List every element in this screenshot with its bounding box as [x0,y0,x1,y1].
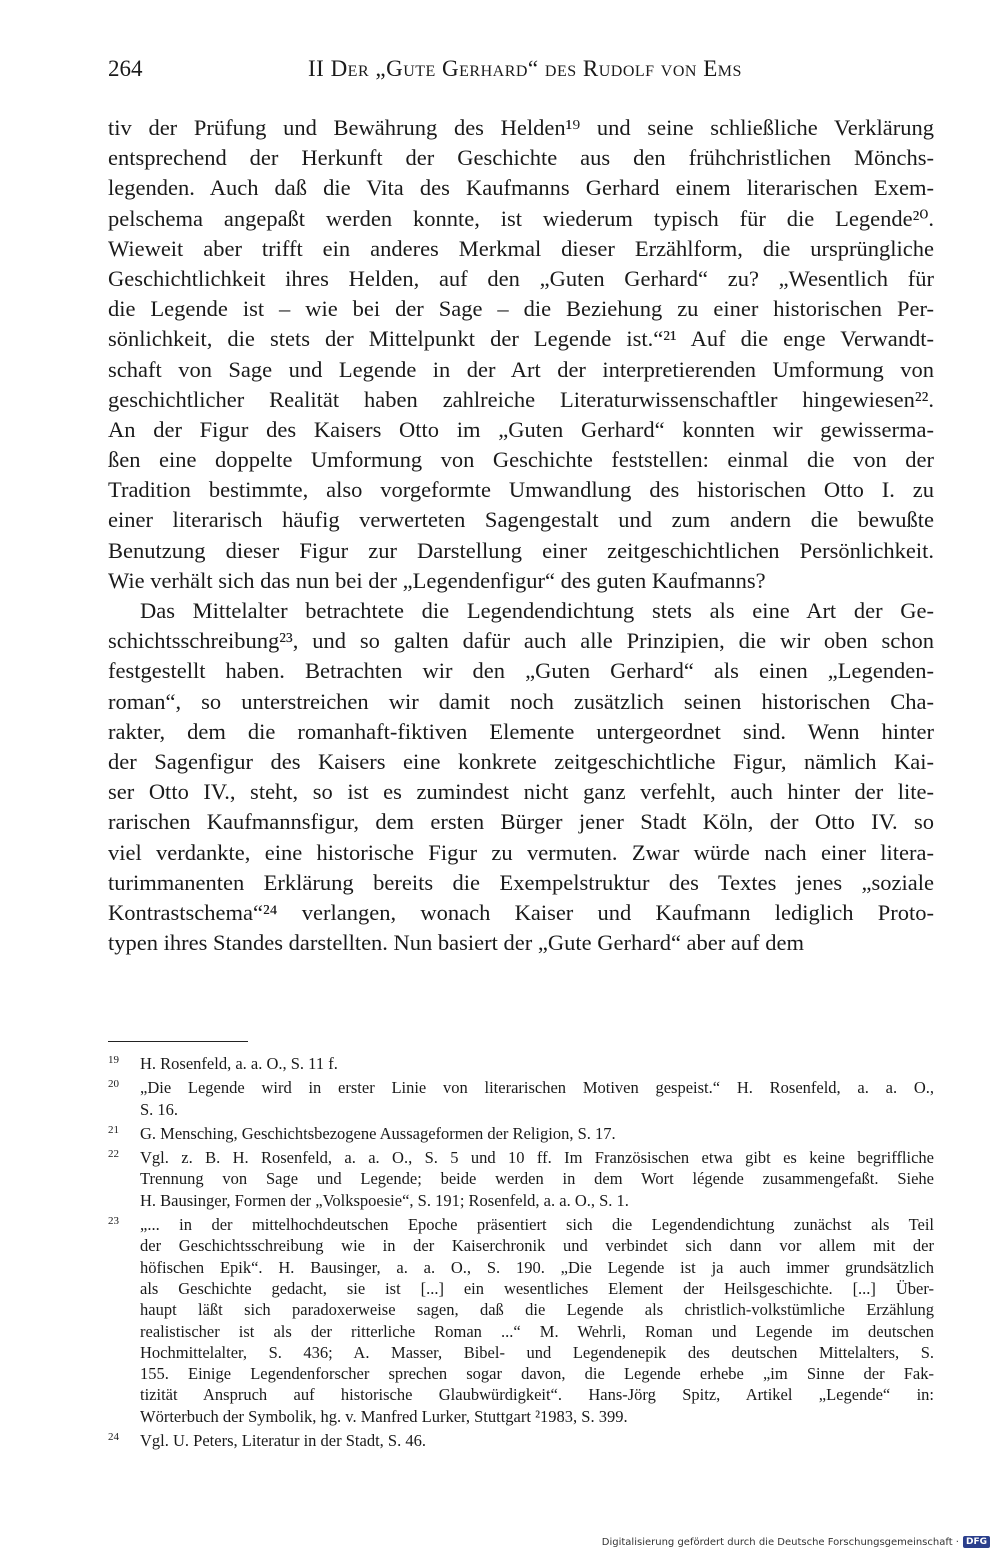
text-line: viel verdankte, eine historische Figur zu vermuten. Zwar würde nach einer litera- [108,839,934,865]
text-line: rarischen Kaufmannsfigur, dem ersten Bürger jener Stadt Köln, der Otto IV. so [108,809,934,835]
text-line: schichtsschreibung²³, und so galten dafür auch alle Prinzipien, die wir oben schon [108,628,934,654]
footnote-line: H. Bausinger, Formen der „Volkspoesie“, S. 191; Rosenfeld, a. a. O., S. 1. [140,1190,629,1210]
text-line: legenden. Auch daß die Vita des Kaufmanns Gerhard einem literarischen Exem- [108,175,934,201]
text-line: ser Otto IV., steht, so ist es zumindest nicht ganz verfehlt, auch hinter der lite- [108,779,934,805]
footnote-number: 22 [108,1148,119,1161]
text-line: ßen eine doppelte Umformung von Geschichte feststellen: einmal die von der [108,447,934,473]
text-line: der Sagenfigur des Kaisers eine konkrete zeitgeschichtliche Figur, nämlich Kai- [108,748,934,774]
running-head: II Der „Gute Gerhard“ des Rudolf von Ems [308,56,742,81]
text-line: Wie verhält sich das nun bei der „Legendenfigur“ des guten Kaufmanns? [108,567,766,593]
footnote-line: tizität Anspruch auf historische Glaubwürdigkeit“. Hans-Jörg Spitz, Artikel „Legende“ in: [140,1385,934,1405]
page-number: 264 [108,56,143,81]
text-line: Geschichtlichkeit ihres Helden, auf den „Guten Gerhard“ zu? „Wesentlich für [108,265,934,291]
footnote [108,1077,934,1120]
text-line: turimmanenten Erklärung bereits die Exempelstruktur des Textes jenes „soziale [108,869,934,895]
footnote-line: S. 16. [140,1099,179,1119]
footnote-line: Hochmittelalter, S. 436; A. Masser, Bibel- und Legendenepik des deutschen Mittelalters, S. [140,1342,934,1362]
footnote [108,1123,934,1144]
text-line: Kontrastschema“²⁴ verlangen, wonach Kaiser und Kaufmann lediglich Proto- [108,899,934,925]
footnote-divider [108,1041,248,1042]
footnotes [108,1053,934,1451]
text-line: tiv der Prüfung und Bewährung des Helden¹⁹ und seine schließliche Verklärung [108,115,934,140]
text-line: An der Figur des Kaisers Otto im „Guten Gerhard“ konnten wir gewisserma- [108,416,934,442]
footnote-line: G. Mensching, Geschichtsbezogene Aussageformen der Religion, S. 17. [140,1123,616,1143]
text-line: Das Mittelalter betrachtete die Legendendichtung stets als eine Art der Ge- [140,598,934,623]
text-line: Benutzung dieser Figur zur Darstellung einer zeitgeschichtlichen Persönlichkeit. [108,537,934,563]
footnote [108,1430,934,1451]
dfg-logo: DFG [963,1536,990,1548]
footnote [108,1214,934,1427]
text-line: die Legende ist – wie bei der Sage – die Beziehung zu einer historischen Per- [108,296,934,322]
page-header [108,56,934,92]
text-line: roman“, so unterstreichen wir damit noch zusätzlich seinen historischen Cha- [108,688,934,714]
footnote-line: haupt läßt sich paradoxerweise sagen, daß die Legende als christlich-volkstümliche Erzählung [140,1300,934,1320]
text-line: Wieweit aber trifft ein anderes Merkmal dieser Erzählform, die ursprüngliche [108,235,934,261]
text-line: sönlichkeit, die stets der Mittelpunkt der Legende ist.“²¹ Auf die enge Verwandt- [108,326,934,352]
text-line: typen ihres Standes darstellten. Nun basiert der „Gute Gerhard“ aber auf dem [108,930,804,956]
footnote-line: „Die Legende wird in erster Linie von literarischen Motiven gespeist.“ H. Rosenfeld, a. a. O., [140,1078,934,1098]
text-line: Tradition bestimmte, also vorgeformte Umwandlung des historischen Otto I. zu [108,477,934,503]
footnote-line: „... in der mittelhochdeutschen Epoche präsentiert sich die Legendendichtung zunächst als Teil [140,1215,934,1235]
footnote-line: höfischen Epik“. H. Bausinger, a. a. O., S. 190. „Die Legende ist ja auch immer grundsätzlich [140,1257,934,1277]
text-line: entsprechend der Herkunft der Geschichte aus den frühchristlichen Mönchs- [108,145,934,171]
footnote-line: Vgl. z. B. H. Rosenfeld, a. a. O., S. 5 und 10 ff. Im Französischen etwa gibt es keine begriffliche [140,1148,934,1168]
footnote-line: der Geschichtsschreibung wie in der Kaiserchronik und verbindet sich dann vor allem mit der [140,1236,934,1256]
text-line: schaft von Sage und Legende in der Art der interpretierenden Umformung von [108,356,934,382]
credit-text: Digitalisierung gefördert durch die Deutsche Forschungsgemeinschaft · [601,1536,959,1548]
footnote-line: als Geschichte gedacht, sie ist [...] ein wesentliches Element der Heilsgeschichte. [...] Über- [140,1278,934,1298]
footnote-line: H. Rosenfeld, a. a. O., S. 11 f. [140,1054,338,1073]
footnote-line: realistischer ist als der ritterliche Roman ...“ M. Wehrli, Roman und Legende im deutschen [140,1321,934,1341]
text-line: einer literarisch häufig verwerteten Sagengestalt und zum andern die bewußte [108,507,934,533]
footnote-line: Wörterbuch der Symbolik, hg. v. Manfred Lurker, Stuttgart ²1983, S. 399. [140,1406,628,1426]
footnote-line: 155. Einige Legendenforscher sprechen sogar davon, die Legende erhebe „im Sinne der Fak- [140,1364,934,1384]
digitization-credit [602,1536,990,1548]
footnote-line: Trennung von Sage und Legende; beide werden in dem Wort légende zusammengefaßt. Siehe [140,1169,934,1189]
footnote [108,1147,934,1211]
footnote-number: 23 [108,1215,119,1228]
footnote-number: 19 [108,1054,119,1066]
footnote-number: 24 [108,1431,119,1444]
footnote-number: 20 [108,1078,119,1091]
main-text [108,113,934,958]
text-line: geschichtlicher Realität haben zahlreiche Literaturwissenschaftler hingewiesen²². [108,386,934,412]
text-line: rakter, dem die romanhaft-fiktiven Elemente untergeordnet sind. Wenn hinter [108,718,934,744]
footnote-line: Vgl. U. Peters, Literatur in der Stadt, S. 46. [140,1431,426,1451]
footnote-number: 21 [108,1123,119,1136]
footnote [108,1053,934,1074]
text-line: festgestellt haben. Betrachten wir den „Guten Gerhard“ als einen „Legenden- [108,658,934,684]
text-line: pelschema angepaßt werden konnte, ist wiederum typisch für die Legende²⁰. [108,205,934,231]
